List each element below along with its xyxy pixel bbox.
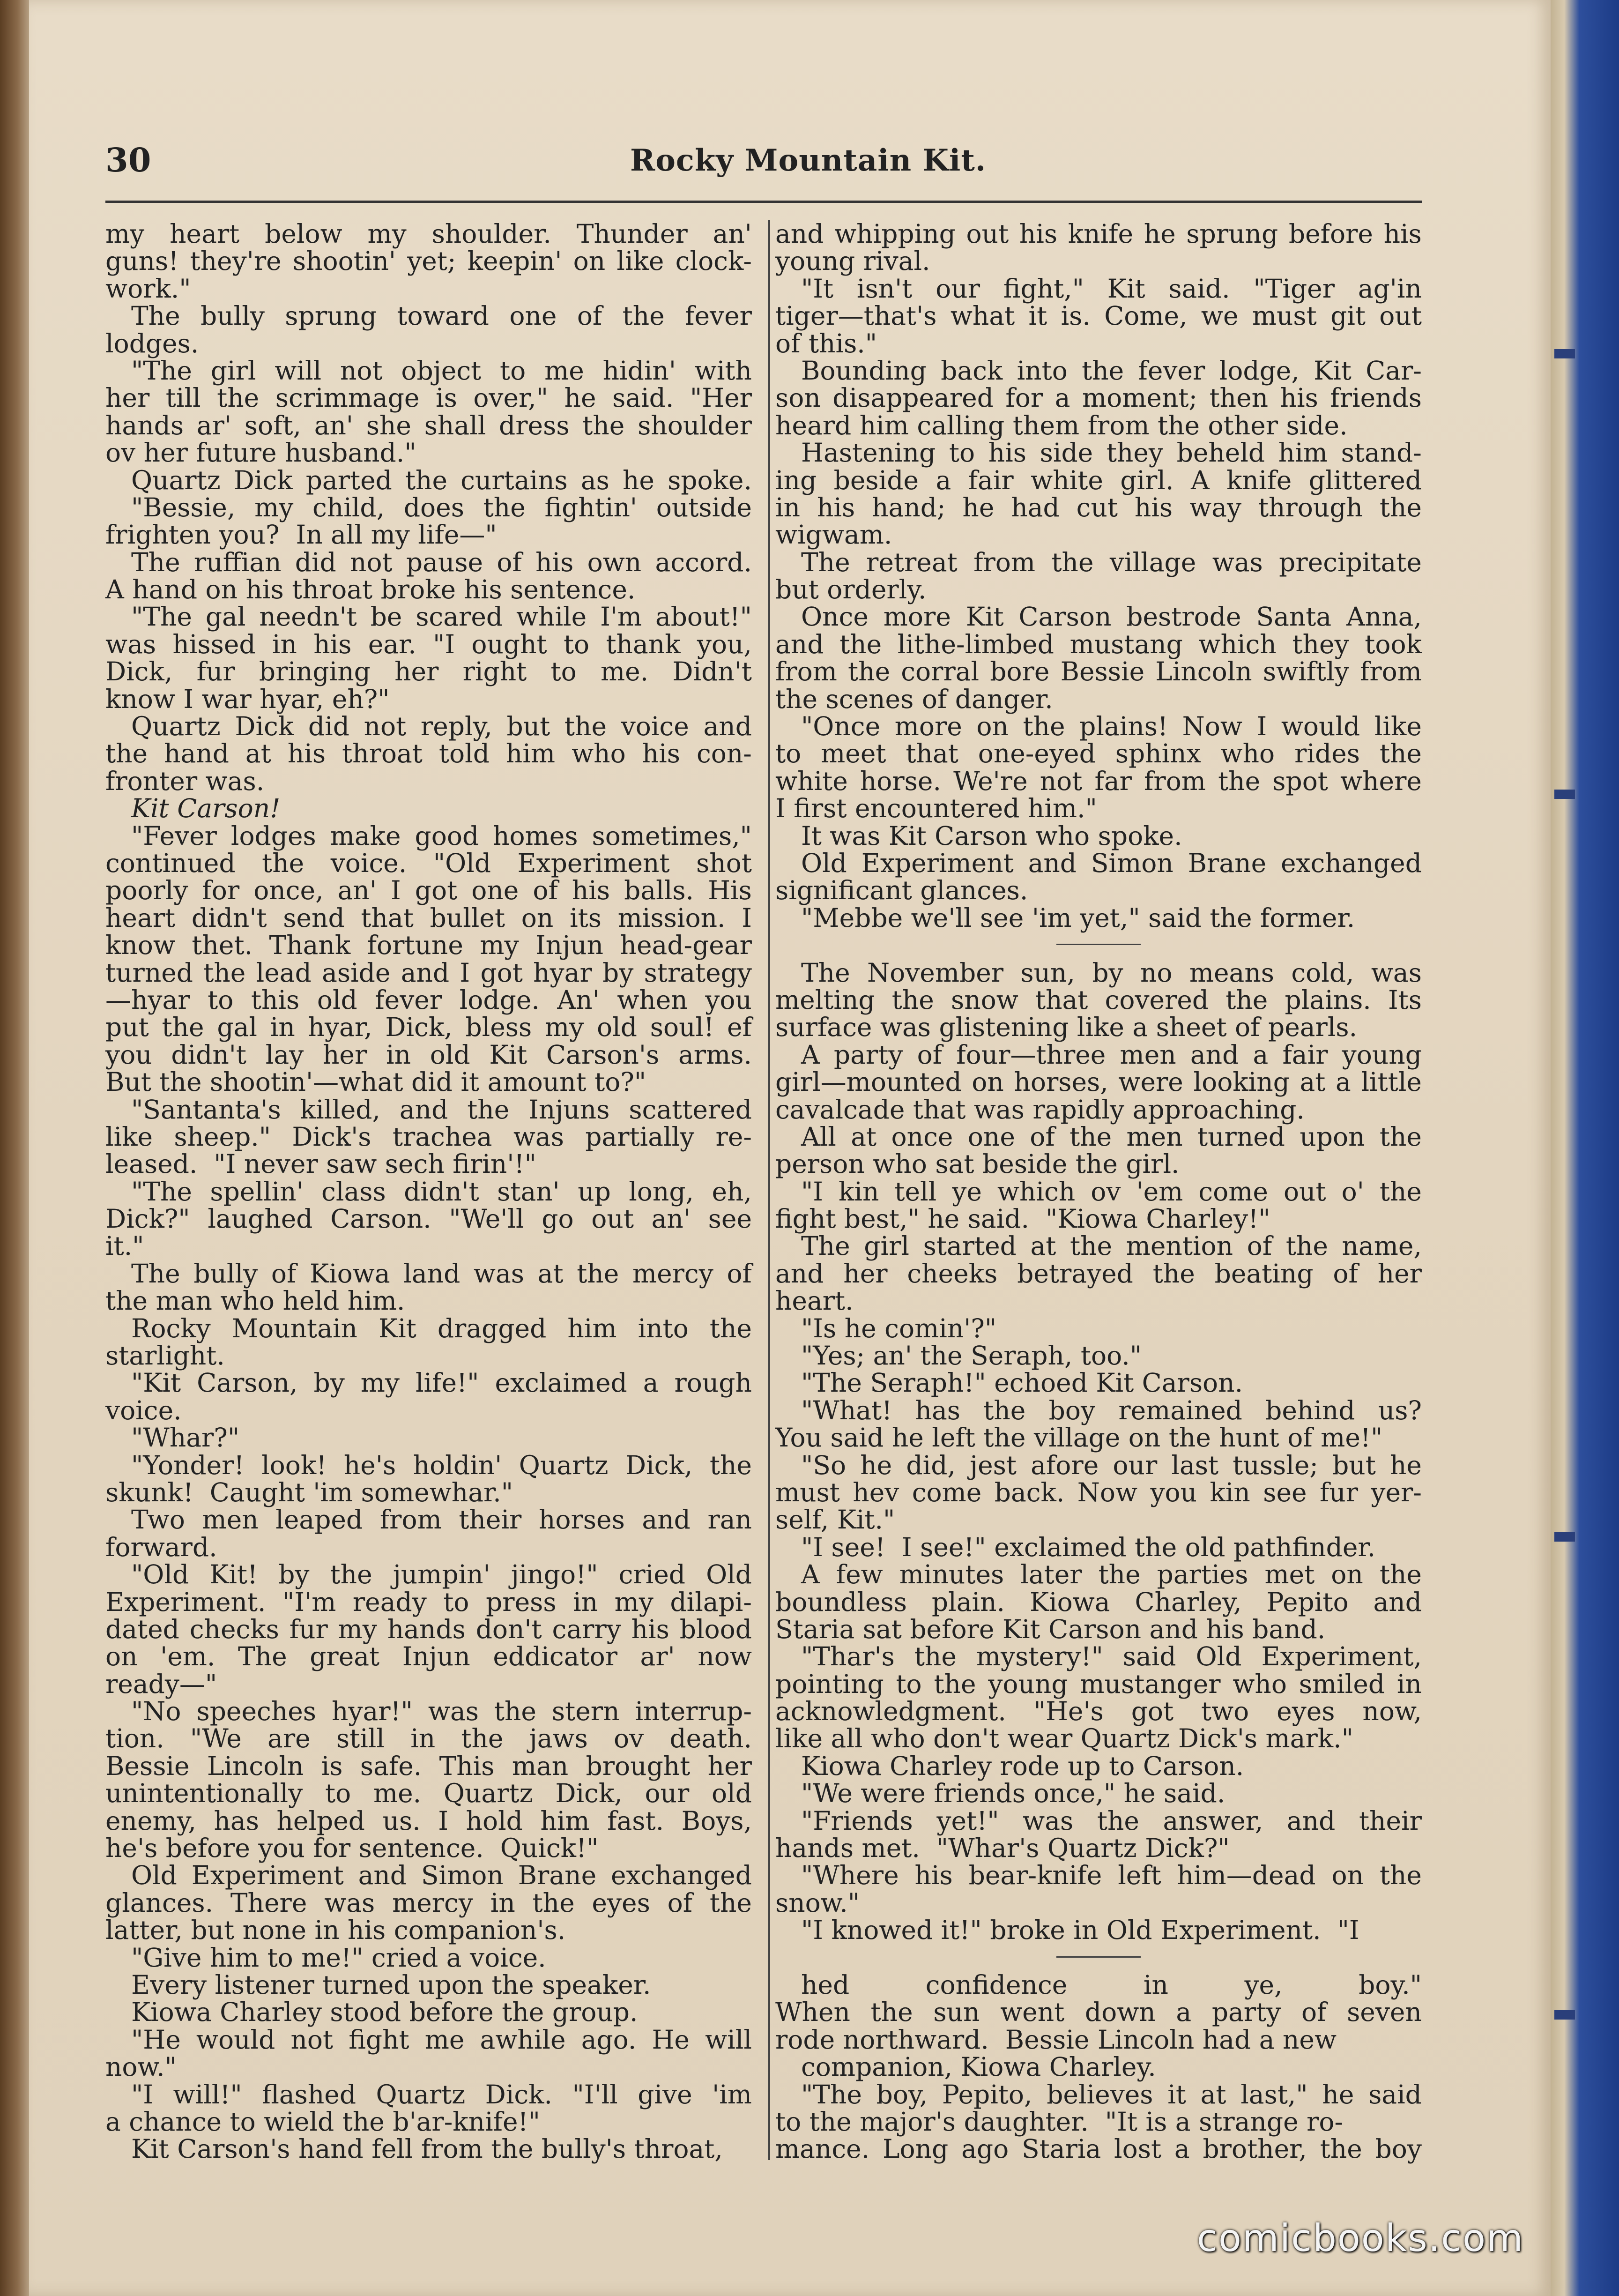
- text-line: and her cheeks betrayed the beating of her: [775, 1258, 1422, 1289]
- text-line: "Santanta's killed, and the Injuns scattered: [131, 1094, 752, 1125]
- text-line: "It isn't our fight," Kit said. "Tiger ag'in: [801, 273, 1422, 304]
- text-line: You said he left the village on the hunt of me!": [775, 1423, 1383, 1453]
- book-cover-edge: [1551, 0, 1619, 2296]
- text-line: Two men leaped from their horses and ran: [131, 1505, 752, 1535]
- text-line: "The Seraph!" echoed Kit Carson.: [801, 1368, 1243, 1398]
- text-line: Dick, fur bringing her right to me. Didn't: [105, 656, 752, 687]
- page-number: 30: [105, 141, 151, 179]
- section-separator: [775, 1944, 1422, 1971]
- text-line: dated checks fur my hands don't carry his blood: [105, 1614, 752, 1644]
- binding-stitch: [1554, 349, 1575, 358]
- binding-stitch: [1554, 1532, 1575, 1542]
- text-line: poorly for once, an' I got one of his balls. His: [105, 875, 752, 906]
- text-line: "Bessie, my child, does the fightin' outside: [131, 492, 752, 522]
- text-line: to meet that one-eyed sphinx who rides the: [775, 738, 1422, 769]
- scan-left-edge: [0, 0, 29, 2296]
- left-text-column: [105, 220, 752, 2163]
- text-line: Kiowa Charley rode up to Carson.: [801, 1751, 1244, 1781]
- text-line: "Fever lodges make good homes sometimes,": [131, 820, 752, 851]
- text-line: "I knowed it!" broke in Old Experiment. "I: [801, 1915, 1359, 1946]
- text-line: latter, but none in his companion's.: [105, 1915, 566, 1946]
- text-line: acknowledgment. "He's got two eyes now,: [775, 1696, 1422, 1727]
- text-line: "I kin tell ye which ov 'em come out o' the: [801, 1176, 1422, 1207]
- text-line: Old Experiment and Simon Brane exchanged: [801, 848, 1422, 878]
- text-line: Bounding back into the fever lodge, Kit Car-: [801, 355, 1422, 386]
- text-line: but orderly.: [775, 574, 927, 605]
- text-line: Every listener turned upon the speaker.: [131, 1970, 651, 2000]
- text-line: The retreat from the village was precipitate: [801, 547, 1422, 577]
- text-line: "Yes; an' the Seraph, too.": [801, 1341, 1142, 1371]
- text-line: from the corral bore Bessie Lincoln swiftly from: [775, 656, 1422, 687]
- text-line: the hand at his throat told him who his con-: [105, 738, 752, 769]
- text-line: "Friends yet!" was the answer, and their: [801, 1805, 1422, 1836]
- text-line: Rocky Mountain Kit dragged him into the: [131, 1313, 752, 1343]
- text-line: surface was glistening like a sheet of pearls.: [775, 1012, 1358, 1043]
- text-line: forward.: [105, 1532, 217, 1562]
- text-line: boundless plain. Kiowa Charley, Pepito and: [775, 1587, 1422, 1617]
- text-line: "I will!" flashed Quartz Dick. "I'll give 'im: [131, 2079, 752, 2110]
- text-line: "Once more on the plains! Now I would like: [801, 711, 1422, 742]
- text-line: The November sun, by no means cold, was: [801, 957, 1422, 988]
- right-text-column: [775, 220, 1422, 2163]
- text-line: "The spellin' class didn't stan' up long, eh,: [131, 1176, 752, 1207]
- text-line: A party of four—three men and a fair young: [801, 1039, 1422, 1070]
- text-line: skunk! Caught 'im somewhar.": [105, 1477, 513, 1507]
- text-line: Kit Carson's hand fell from the bully's throat,: [131, 2134, 723, 2164]
- text-line: "Yonder! look! he's holdin' Quartz Dick, the: [131, 1450, 752, 1480]
- text-line: self, Kit.": [775, 1505, 895, 1535]
- text-line: it.": [105, 1231, 144, 1261]
- text-line: Staria sat before Kit Carson and his band.: [775, 1614, 1326, 1644]
- text-line: significant glances.: [775, 875, 1028, 906]
- text-line: wigwam.: [775, 520, 892, 550]
- text-line: "We were friends once," he said.: [801, 1778, 1225, 1809]
- text-line: A few minutes later the parties met on the: [801, 1559, 1422, 1590]
- binding-stitch: [1554, 790, 1575, 799]
- text-line: person who sat beside the girl.: [775, 1149, 1180, 1179]
- text-line: a chance to wield the b'ar-knife!": [105, 2106, 540, 2137]
- text-line: continued the voice. "Old Experiment shot: [105, 848, 752, 878]
- text-line: work.": [105, 273, 191, 304]
- text-line: know thet. Thank fortune my Injun head-gear: [105, 930, 752, 961]
- text-line: guns! they're shootin' yet; keepin' on like clock-: [105, 246, 752, 276]
- text-line: "No speeches hyar!" was the stern interrup-: [131, 1696, 752, 1727]
- text-line: mance. Long ago Staria lost a brother, the boy: [775, 2134, 1422, 2164]
- section-rule: [1056, 1956, 1141, 1958]
- text-line: The bully of Kiowa land was at the mercy of: [131, 1258, 752, 1289]
- section-separator: [775, 932, 1422, 959]
- text-line: leased. "I never saw sech firin'!": [105, 1149, 536, 1179]
- watermark: comicbooks.com: [1197, 2216, 1524, 2260]
- text-line: girl—mounted on horses, were looking at a little: [775, 1067, 1422, 1097]
- text-line: Kit Carson!: [131, 793, 281, 824]
- text-line: But the shootin'—what did it amount to?": [105, 1067, 646, 1097]
- text-line: melting the snow that covered the plains. Its: [775, 984, 1422, 1015]
- text-line: my heart below my shoulder. Thunder an': [105, 219, 752, 249]
- text-line: you didn't lay her in old Kit Carson's arms.: [105, 1039, 752, 1070]
- text-line: glances. There was mercy in the eyes of the: [105, 1887, 752, 1918]
- text-line: young rival.: [775, 246, 930, 276]
- text-line: and whipping out his knife he sprung before his: [775, 219, 1422, 249]
- text-line: like all who don't wear Quartz Dick's mark.": [775, 1723, 1353, 1754]
- text-line: enemy, has helped us. I hold him fast. Boys,: [105, 1805, 752, 1836]
- text-line: starlight.: [105, 1341, 225, 1371]
- text-line: and the lithe-limbed mustang which they took: [775, 629, 1422, 659]
- header-rule: [105, 201, 1422, 203]
- text-line: "The gal needn't be scared while I'm about!": [131, 602, 752, 632]
- text-line: The girl started at the mention of the name,: [801, 1231, 1422, 1261]
- text-line: the scenes of danger.: [775, 684, 1053, 714]
- text-line: "I see! I see!" exclaimed the old pathfinder.: [801, 1532, 1376, 1562]
- text-line: on 'em. The great Injun eddicator ar' now: [105, 1641, 752, 1672]
- text-line: The ruffian did not pause of his own accord.: [131, 547, 752, 577]
- text-line: Dick?" laughed Carson. "We'll go out an' see: [105, 1204, 752, 1234]
- text-line: lodges.: [105, 328, 199, 358]
- text-line: "The girl will not object to me hidin' with: [131, 355, 752, 386]
- text-line: "Is he comin'?": [801, 1313, 997, 1343]
- text-line: ov her future husband.": [105, 438, 416, 468]
- text-line: tiger—that's what it is. Come, we must git out: [775, 301, 1422, 331]
- page-header: [77, 141, 1422, 178]
- text-line: like sheep." Dick's trachea was partially re-: [105, 1121, 752, 1152]
- text-line: All at once one of the men turned upon the: [801, 1121, 1422, 1152]
- text-line: Kiowa Charley stood before the group.: [131, 1997, 638, 2028]
- text-line: to the major's daughter. "It is a strange ro-: [775, 2106, 1344, 2137]
- text-line: hands met. "Whar's Quartz Dick?": [775, 1833, 1230, 1864]
- text-line: rode northward. Bessie Lincoln had a new: [775, 2024, 1337, 2055]
- text-line: fronter was.: [105, 766, 265, 796]
- text-line: Quartz Dick parted the curtains as he spoke.: [131, 465, 752, 495]
- text-line: know I war hyar, eh?": [105, 684, 390, 714]
- text-line: voice.: [105, 1395, 182, 1425]
- text-line: in his hand; he had cut his way through the: [775, 492, 1422, 522]
- text-line: turned the lead aside and I got hyar by strategy: [105, 957, 752, 988]
- text-line: the man who held him.: [105, 1286, 405, 1316]
- text-line: heard him calling them from the other side.: [775, 410, 1348, 440]
- text-line: "Thar's the mystery!" said Old Experiment,: [801, 1641, 1422, 1672]
- text-line: fight best," he said. "Kiowa Charley!": [775, 1204, 1270, 1234]
- running-title: Rocky Mountain Kit.: [630, 143, 987, 178]
- text-line: white horse. We're not far from the spot where: [775, 766, 1422, 796]
- text-line: of this.": [775, 328, 877, 358]
- text-line: ing beside a fair white girl. A knife glittered: [775, 465, 1422, 495]
- text-line: put the gal in hyar, Dick, bless my old soul! ef: [105, 1012, 752, 1043]
- text-line: Hastening to his side they beheld him stand-: [801, 438, 1422, 468]
- text-line: tion. "We are still in the jaws ov death.: [105, 1723, 752, 1754]
- text-line: heart.: [775, 1286, 854, 1316]
- text-line: son disappeared for a moment; then his friends: [775, 383, 1422, 413]
- text-line: was hissed in his ear. "I ought to thank you,: [105, 629, 752, 659]
- text-line: hands ar' soft, an' she shall dress the shoulder: [105, 410, 752, 440]
- text-line: Once more Kit Carson bestrode Santa Anna,: [801, 602, 1422, 632]
- text-line: "Where his bear-knife left him—dead on the: [801, 1860, 1422, 1891]
- text-line: "Kit Carson, by my life!" exclaimed a rough: [131, 1368, 752, 1398]
- text-line: "Give him to me!" cried a voice.: [131, 1942, 546, 1973]
- text-line: her till the scrimmage is over," he said. "Her: [105, 383, 752, 413]
- text-line: "Old Kit! by the jumpin' jingo!" cried Old: [131, 1559, 752, 1590]
- text-line: Experiment. "I'm ready to press in my dilapi-: [105, 1587, 752, 1617]
- text-line: ready—": [105, 1669, 217, 1699]
- text-line: —hyar to this old fever lodge. An' when you: [105, 984, 752, 1015]
- binding-stitch: [1554, 2010, 1575, 2020]
- text-line: companion, Kiowa Charley.: [801, 2052, 1156, 2082]
- text-line: pointing to the young mustanger who smiled in: [775, 1669, 1422, 1699]
- text-line: A hand on his throat broke his sentence.: [105, 574, 636, 605]
- column-divider: [768, 220, 770, 2160]
- section-rule: [1056, 944, 1141, 945]
- text-line: hed confidence in ye, boy.": [801, 1970, 1422, 2000]
- text-line: "Mebbe we'll see 'im yet," said the former.: [801, 902, 1355, 933]
- text-line: "He would not fight me awhile ago. He will: [131, 2024, 752, 2055]
- text-line: must hev come back. Now you kin see fur yer-: [775, 1477, 1422, 1507]
- text-line: "What! has the boy remained behind us?: [801, 1395, 1422, 1425]
- text-line: frighten you? In all my life—": [105, 520, 497, 550]
- text-line: heart didn't send that bullet on its mission. I: [105, 902, 752, 933]
- text-line: I first encountered him.": [775, 793, 1097, 824]
- text-line: snow.": [775, 1887, 860, 1918]
- text-line: he's before you for sentence. Quick!": [105, 1833, 599, 1864]
- text-line: "The boy, Pepito, believes it at last," he said: [801, 2079, 1422, 2110]
- text-line: cavalcade that was rapidly approaching.: [775, 1094, 1305, 1125]
- text-line: When the sun went down a party of seven: [775, 1997, 1422, 2028]
- text-line: It was Kit Carson who spoke.: [801, 820, 1182, 851]
- text-line: now.": [105, 2052, 177, 2082]
- text-line: The bully sprung toward one of the fever: [131, 301, 752, 331]
- text-line: "Whar?": [131, 1423, 240, 1453]
- text-line: Bessie Lincoln is safe. This man brought her: [105, 1751, 752, 1781]
- text-line: unintentionally to me. Quartz Dick, our old: [105, 1778, 752, 1809]
- text-line: Old Experiment and Simon Brane exchanged: [131, 1860, 752, 1891]
- text-line: Quartz Dick did not reply, but the voice and: [131, 711, 752, 742]
- text-line: "So he did, jest afore our last tussle; but he: [801, 1450, 1422, 1480]
